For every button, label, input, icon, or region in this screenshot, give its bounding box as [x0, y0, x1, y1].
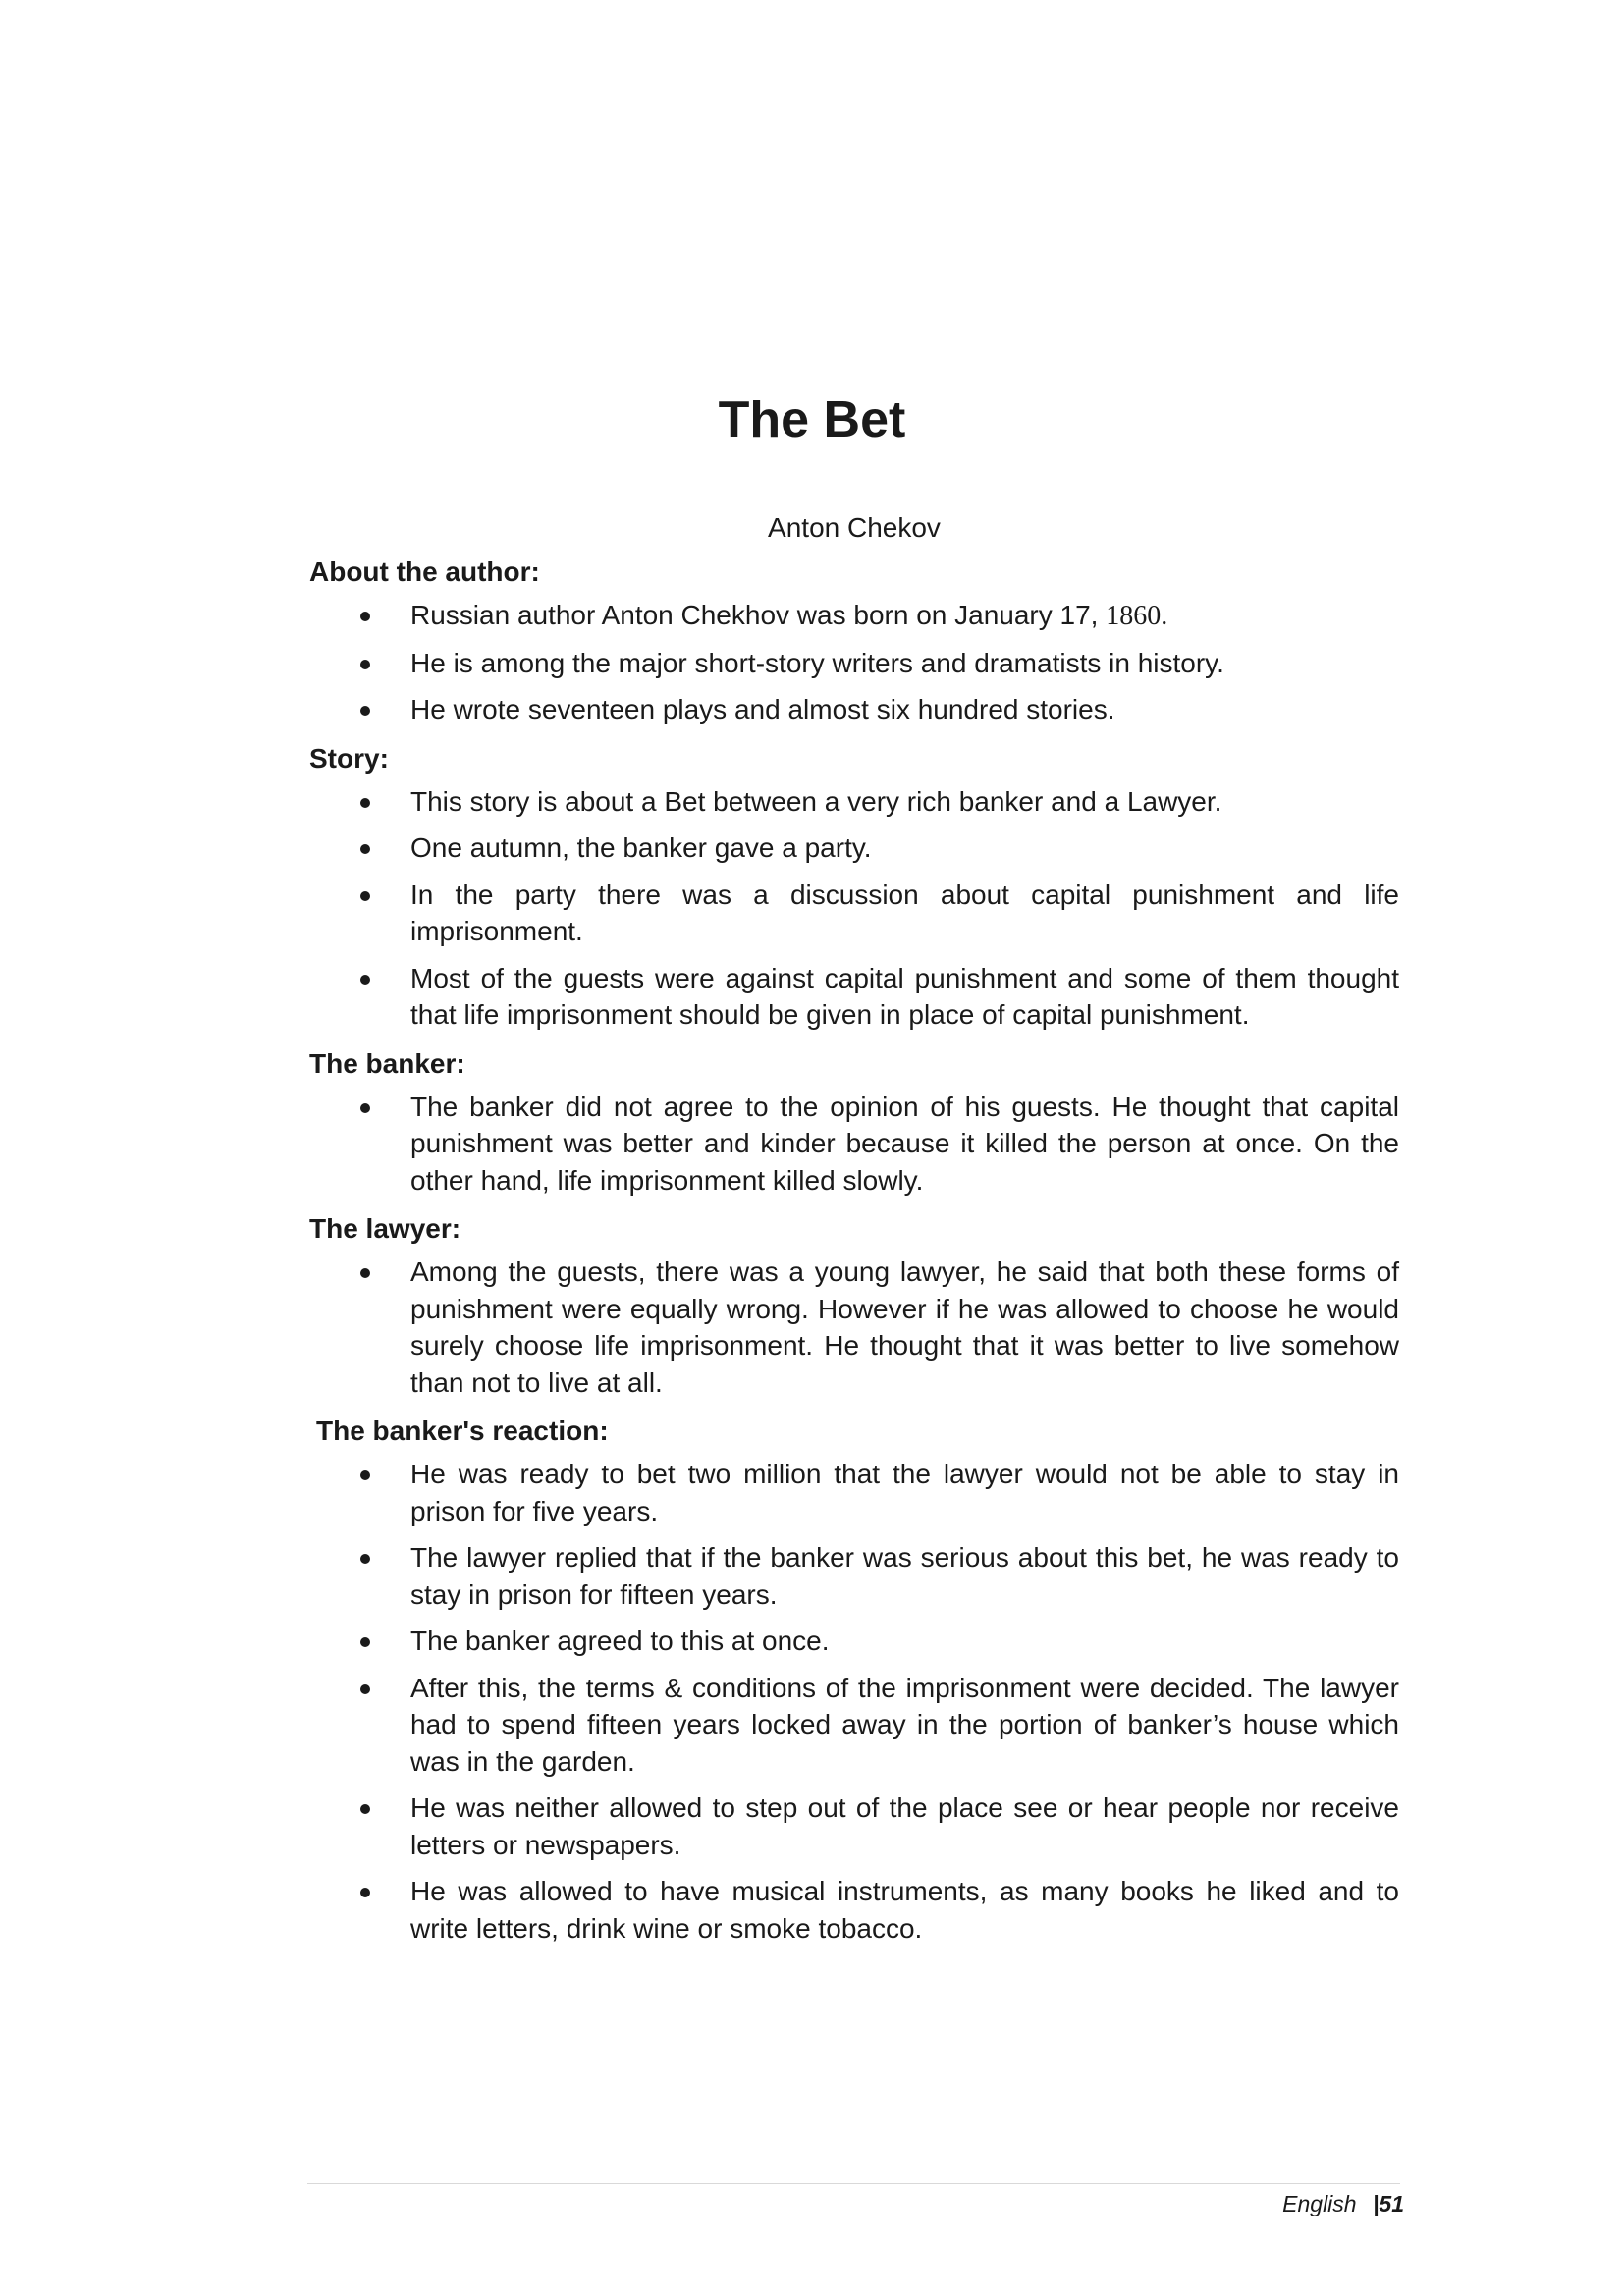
bullet-list-banker — [309, 1089, 1399, 1200]
page-title: The Bet — [718, 392, 906, 449]
bullet-list-lawyer — [309, 1254, 1399, 1401]
list-item: Most of the guests were against capital punishment and some of them thought that life imprisonment should be given in place of capital punishment. — [309, 960, 1399, 1034]
footer-separator: | — [1372, 2191, 1380, 2216]
list-item: He is among the major short-story writers and dramatists in history. — [309, 645, 1399, 682]
section-heading-story: Story: — [309, 742, 389, 774]
list-item: The banker did not agree to the opinion of his guests. He thought that capital punishment was better and kinder because it killed the person at once. On the other hand, life imprisonment killed slowly. — [309, 1089, 1399, 1200]
list-item: He was ready to bet two million that the lawyer would not be able to stay in prison for five years. — [309, 1456, 1399, 1529]
document-body — [309, 552, 1399, 1956]
list-item: The lawyer replied that if the banker was serious about this bet, he was ready to stay in prison for fifteen years. — [309, 1539, 1399, 1613]
bullet-list-about-author — [309, 597, 1399, 728]
list-item: One autumn, the banker gave a party. — [309, 829, 1399, 867]
bullet-list-bankers-reaction — [309, 1456, 1399, 1947]
section-heading-banker: The banker: — [309, 1047, 465, 1079]
footer-subject: English — [1282, 2191, 1357, 2216]
birth-year: 1860. — [1106, 601, 1168, 631]
list-item — [309, 597, 1399, 635]
author-name: Anton Chekov — [768, 512, 941, 543]
list-item: This story is about a Bet between a very rich banker and a Lawyer. — [309, 783, 1399, 821]
section-heading-bankers-reaction: The banker's reaction: — [316, 1415, 609, 1446]
section-heading-about-author: About the author: — [309, 557, 540, 587]
list-item: He wrote seventeen plays and almost six hundred stories. — [309, 691, 1399, 728]
page-number: 51 — [1379, 2191, 1404, 2216]
footer-divider — [307, 2183, 1400, 2184]
list-item: He was neither allowed to step out of the place see or hear people nor receive letters or newspapers. — [309, 1789, 1399, 1863]
list-item: The banker agreed to this at once. — [309, 1623, 1399, 1660]
bullet-list-story — [309, 783, 1399, 1034]
list-item: In the party there was a discussion about capital punishment and life imprisonment. — [309, 877, 1399, 950]
list-item-text: Russian author Anton Chekhov was born on January 17, — [410, 600, 1107, 630]
list-item: Among the guests, there was a young lawyer, he said that both these forms of punishment were equally wrong. However if he was allowed to choose he would surely choose life imprisonment. He thought that it was better to live somehow than not to live at all. — [309, 1254, 1399, 1401]
page-footer — [1282, 2189, 1404, 2218]
section-heading-lawyer: The lawyer: — [309, 1213, 461, 1244]
list-item: He was allowed to have musical instruments, as many books he liked and to write letters, drink wine or smoke tobacco. — [309, 1873, 1399, 1947]
list-item: After this, the terms & conditions of the imprisonment were decided. The lawyer had to spend fifteen years locked away in the portion of banker’s house which was in the garden. — [309, 1670, 1399, 1781]
